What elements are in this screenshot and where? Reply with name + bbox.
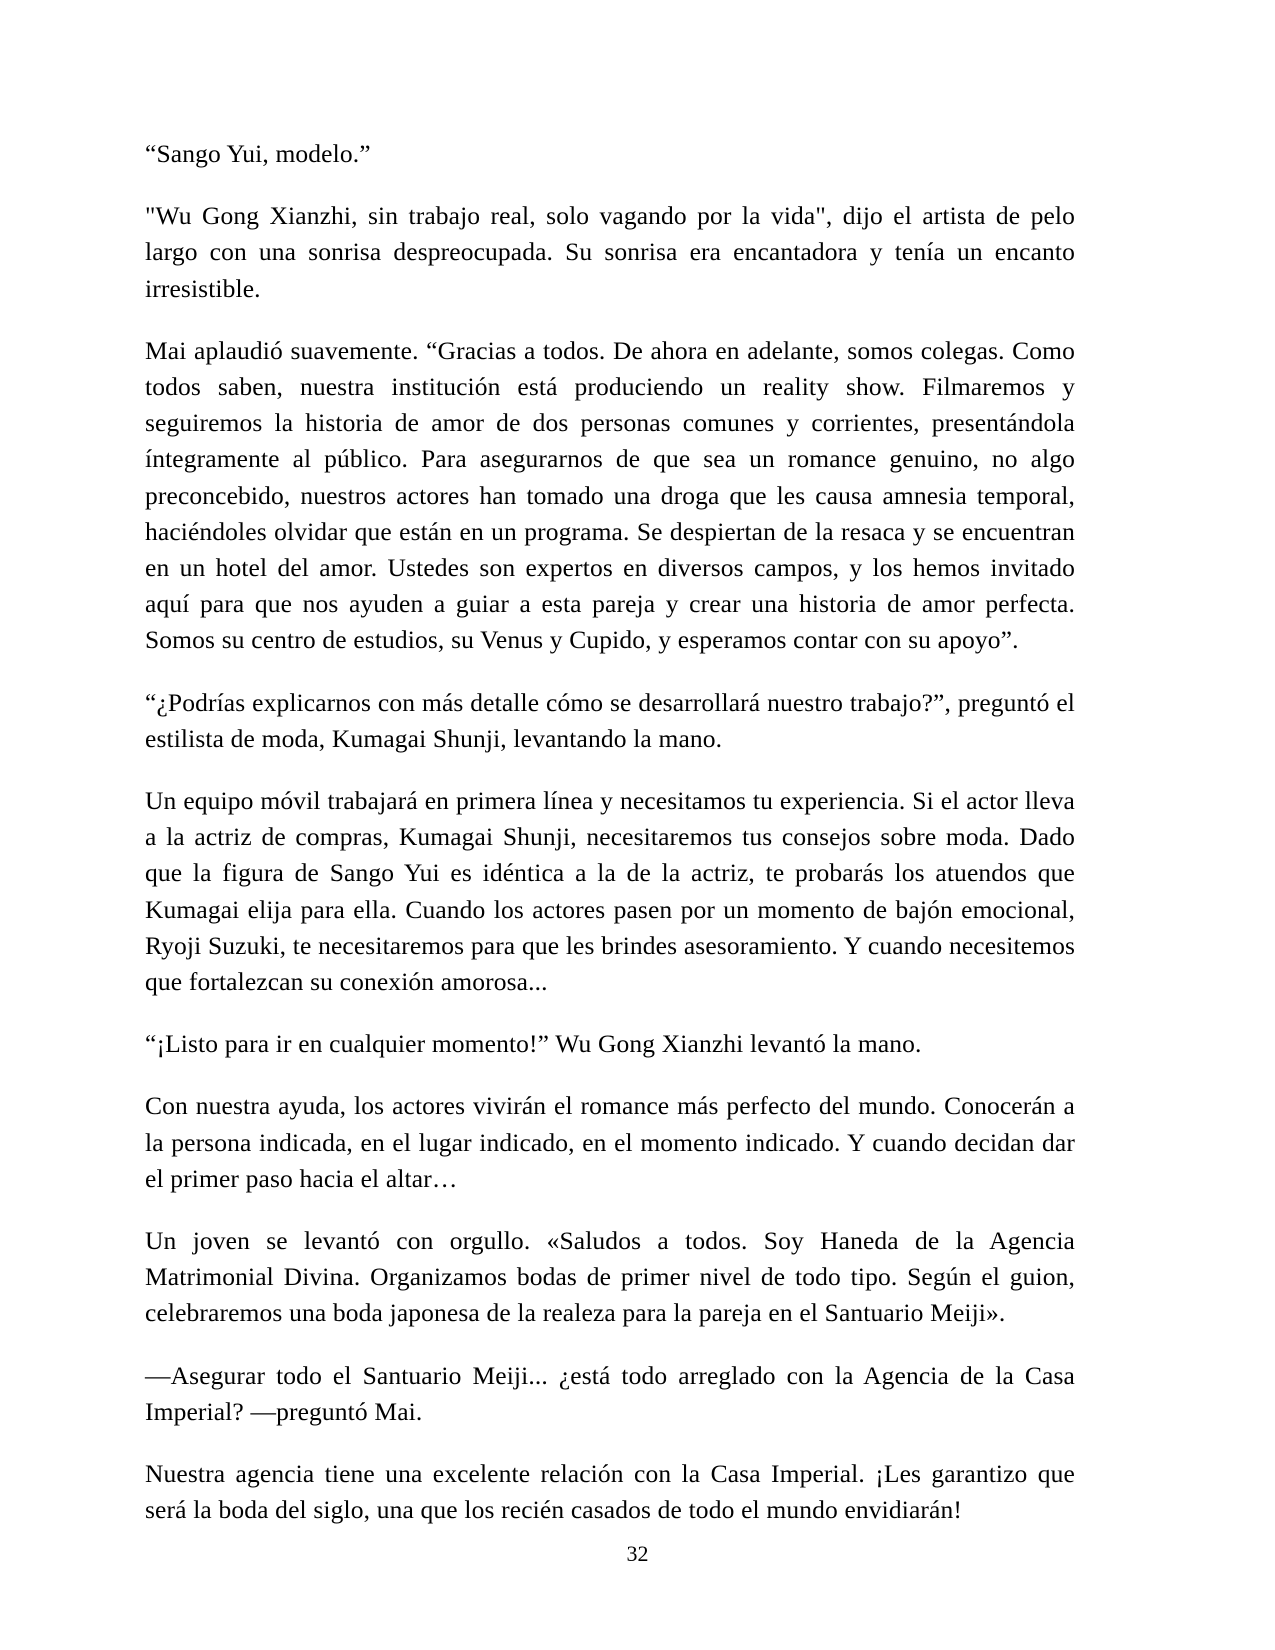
paragraph-4: “¿Podrías explicarnos con más detalle cómo se desarrollará nuestro trabajo?”, preguntó el estilista de moda, Kumagai Shunji, levantando la mano. — [145, 687, 1075, 753]
body-text-column — [145, 136, 1075, 1555]
paragraph-1: “Sango Yui, modelo.” — [145, 139, 371, 168]
paragraph-10: Nuestra agencia tiene una excelente relación con la Casa Imperial. ¡Les garantizo que será la boda del siglo, una que los recién casados de todo el mundo envidiarán! — [145, 1459, 1075, 1525]
paragraph-3: Mai aplaudió suavemente. “Gracias a todos. De ahora en adelante, somos colegas. Como todos saben, nuestra institución está produciendo un reality show. Filmaremos y seguiremos la historia de amor de dos personas comunes y corrientes, presentándola íntegramente al público. Para asegurarnos de que sea un romance genuino, no algo preconcebido, nuestros actores han tomado una droga que les causa amnesia temporal, haciéndoles olvidar que están en un programa. Se despiertan de la resaca y se encuentran en un hotel del amor. Ustedes son expertos en diversos campos, y los hemos invitado aquí para que nos ayuden a guiar a esta pareja y crear una historia de amor perfecta. Somos su centro de estudios, su Venus y Cupido, y esperamos contar con su apoyo”. — [145, 335, 1075, 655]
paragraph-6: “¡Listo para ir en cualquier momento!” Wu Gong Xianzhi levantó la mano. — [145, 1029, 922, 1059]
paragraph-8: Un joven se levantó con orgullo. «Saludos a todos. Soy Haneda de la Agencia Matrimonial Divina. Organizamos bodas de primer nivel de todo tipo. Según el guion, celebraremos una boda japonesa de la realeza para la pareja en el Santuario Meiji». — [145, 1226, 1075, 1328]
page-number: 32 — [626, 1541, 649, 1566]
paragraph-7: Con nuestra ayuda, los actores vivirán el romance más perfecto del mundo. Conocerán a la persona indicada, en el lugar indicado, en el momento indicado. Y cuando decidan dar el primer paso hacia el altar… — [145, 1091, 1075, 1193]
paragraph-5: Un equipo móvil trabajará en primera línea y necesitamos tu experiencia. Si el actor lleva a la actriz de compras, Kumagai Shunji, necesitaremos tus consejos sobre moda. Dado que la figura de Sango Yui es idéntica a la de la actriz, te probarás los atuendos que Kumagai elija para ella. Cuando los actores pasen por un momento de bajón emocional, Ryoji Suzuki, te necesitaremos para que les brindes asesoramiento. Y cuando necesitemos que fortalezcan su conexión amorosa... — [145, 786, 1075, 997]
paragraph-2: "Wu Gong Xianzhi, sin trabajo real, solo vagando por la vida", dijo el artista de pelo largo con una sonrisa despreocupada. Su sonrisa era encantadora y tenía un encanto irresistible. — [145, 201, 1075, 303]
paragraph-9: —Asegurar todo el Santuario Meiji... ¿está todo arreglado con la Agencia de la Casa Imperial? —preguntó Mai. — [145, 1360, 1075, 1426]
